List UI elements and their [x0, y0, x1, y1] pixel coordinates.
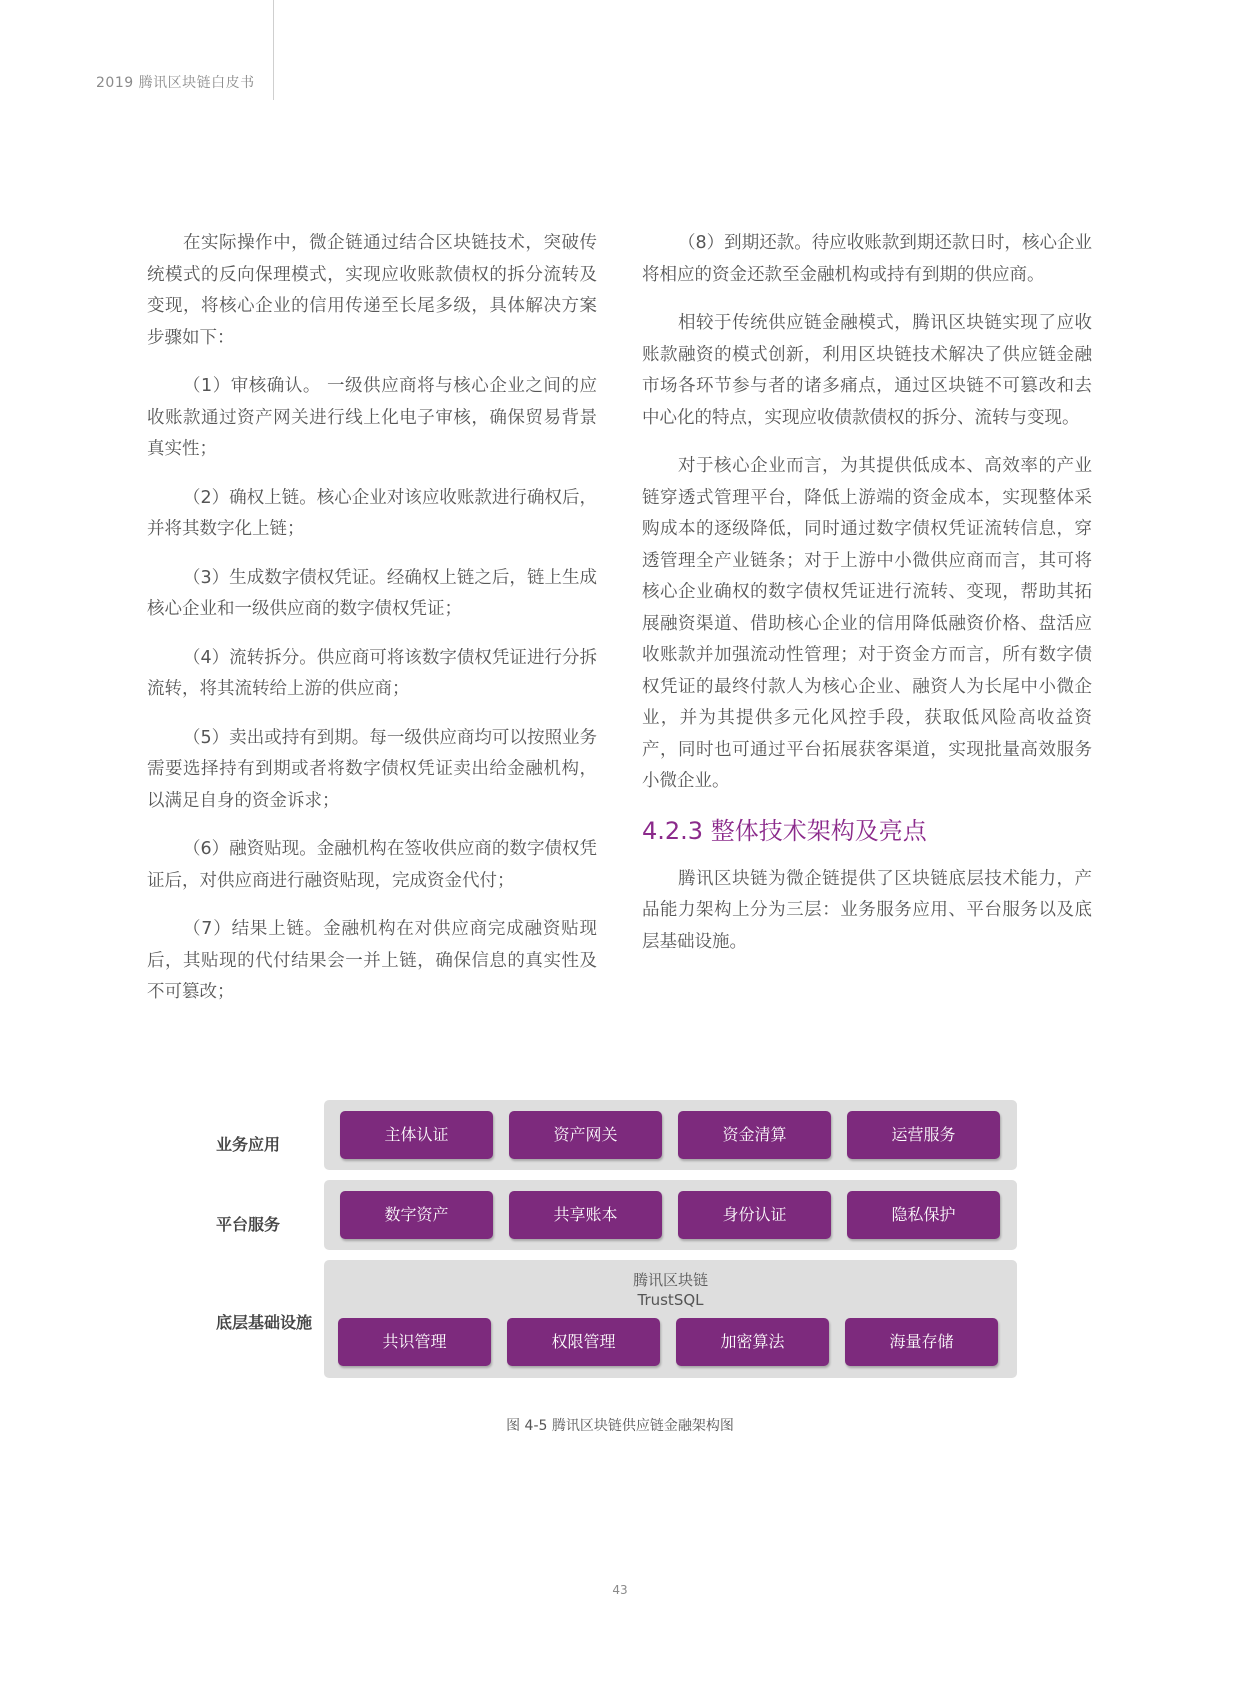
step-paragraph: （3）生成数字债权凭证。经确权上链之后，链上生成核心企业和一级供应商的数字债权凭证； — [147, 567, 597, 619]
step-paragraph: （5）卖出或持有到期。每一级供应商均可以按照业务需要选择持有到期或者将数字债权凭证卖出给金融机构，以满足自身的资金诉求； — [147, 727, 597, 811]
step-paragraph: （8）到期还款。待应收账款到期还款日时，核心企业将相应的资金还款至金融机构或持有到期的供应商。 — [642, 233, 1092, 285]
figure-caption: 图 4-5 腾讯区块链供应链金融架构图 — [506, 1418, 734, 1434]
step-paragraph: （7）结果上链。金融机构在对供应商完成融资贴现后，其贴现的代付结果会一并上链，确保信息的真实性及不可篡改； — [147, 919, 597, 1002]
right-column — [642, 228, 1092, 975]
layer-band-business — [324, 1100, 1017, 1170]
body-paragraph: 对于核心企业而言，为其提供低成本、高效率的产业链穿透式管理平台，降低上游端的资金成本，实现整体采购成本的逐级降低，同时通过数字债权凭证流转信息，穿透管理全产业链条；对于上游中小微供应商而言，其可将核心企业确权的数字债权凭证进行流转、变现，帮助其拓展融资渠道、借助核心企业的信用降低融资价格、盘活应收账款并加强流动性管理；对于资金方而言，所有数字债权凭证的最终付款人为核心企业、融资人为长尾中小微企业，并为其提供多元化风控手段，获取低风险高收益资产，同时也可通过平台拓展获客渠道，实现批量高效服务小微企业。 — [642, 456, 1092, 791]
layer-box: 数字资产 — [340, 1191, 493, 1239]
layer-label-business: 业务应用 — [216, 1135, 281, 1154]
left-column — [147, 228, 597, 1026]
layer-box: 共识管理 — [338, 1318, 491, 1366]
header-divider — [273, 0, 274, 100]
layer-label-infrastructure: 底层基础设施 — [216, 1313, 313, 1332]
layer-box: 权限管理 — [507, 1318, 660, 1366]
layer-band-platform — [324, 1180, 1017, 1250]
layer-label-platform: 平台服务 — [216, 1215, 281, 1234]
step-paragraph: （4）流转拆分。供应商可将该数字债权凭证进行分拆流转，将其流转给上游的供应商； — [147, 647, 597, 699]
layer-box: 加密算法 — [676, 1318, 829, 1366]
body-paragraph: 在实际操作中，微企链通过结合区块链技术，突破传统模式的反向保理模式，实现应收账款债权的拆分流转及变现，将核心企业的信用传递至长尾多级，具体解决方案步骤如下： — [147, 233, 597, 348]
infra-caption-name: 腾讯区块链 — [632, 1271, 708, 1289]
body-paragraph: 腾讯区块链为微企链提供了区块链底层技术能力，产品能力架构上分为三层：业务服务应用、平台服务以及底层基础设施。 — [642, 868, 1092, 952]
body-paragraph: 相较于传统供应链金融模式，腾讯区块链实现了应收账款融资的模式创新，利用区块链技术解决了供应链金融市场各环节参与者的诸多痛点，通过区块链不可篡改和去中心化的特点，实现应收债款债权的拆分、流转与变现。 — [642, 313, 1092, 428]
layer-box: 隐私保护 — [847, 1191, 1000, 1239]
step-paragraph: （2）确权上链。核心企业对该应收账款进行确权后，并将其数字化上链； — [147, 487, 597, 539]
layer-box: 共享账本 — [509, 1191, 662, 1239]
layer-box: 资产网关 — [509, 1111, 662, 1159]
step-paragraph: （6）融资贴现。金融机构在签收供应商的数字债权凭证后，对供应商进行融资贴现，完成资金代付； — [147, 839, 597, 891]
step-paragraph: （1）审核确认。 一级供应商将与核心企业之间的应收账款通过资产网关进行线上化电子审核，确保贸易背景真实性； — [147, 376, 597, 459]
layer-box: 身份认证 — [678, 1191, 831, 1239]
running-header: 2019 腾讯区块链白皮书 — [96, 75, 255, 91]
layer-box: 海量存储 — [845, 1318, 998, 1366]
page-number: 43 — [612, 1583, 628, 1597]
layer-box: 主体认证 — [340, 1111, 493, 1159]
section-heading: 4.2.3 整体技术架构及亮点 — [642, 816, 927, 845]
architecture-diagram — [210, 1100, 1020, 1380]
layer-box: 资金清算 — [678, 1111, 831, 1159]
infra-caption-product: TrustSQL — [637, 1291, 704, 1309]
layer-box: 运营服务 — [847, 1111, 1000, 1159]
layer-band-infrastructure — [324, 1260, 1017, 1378]
